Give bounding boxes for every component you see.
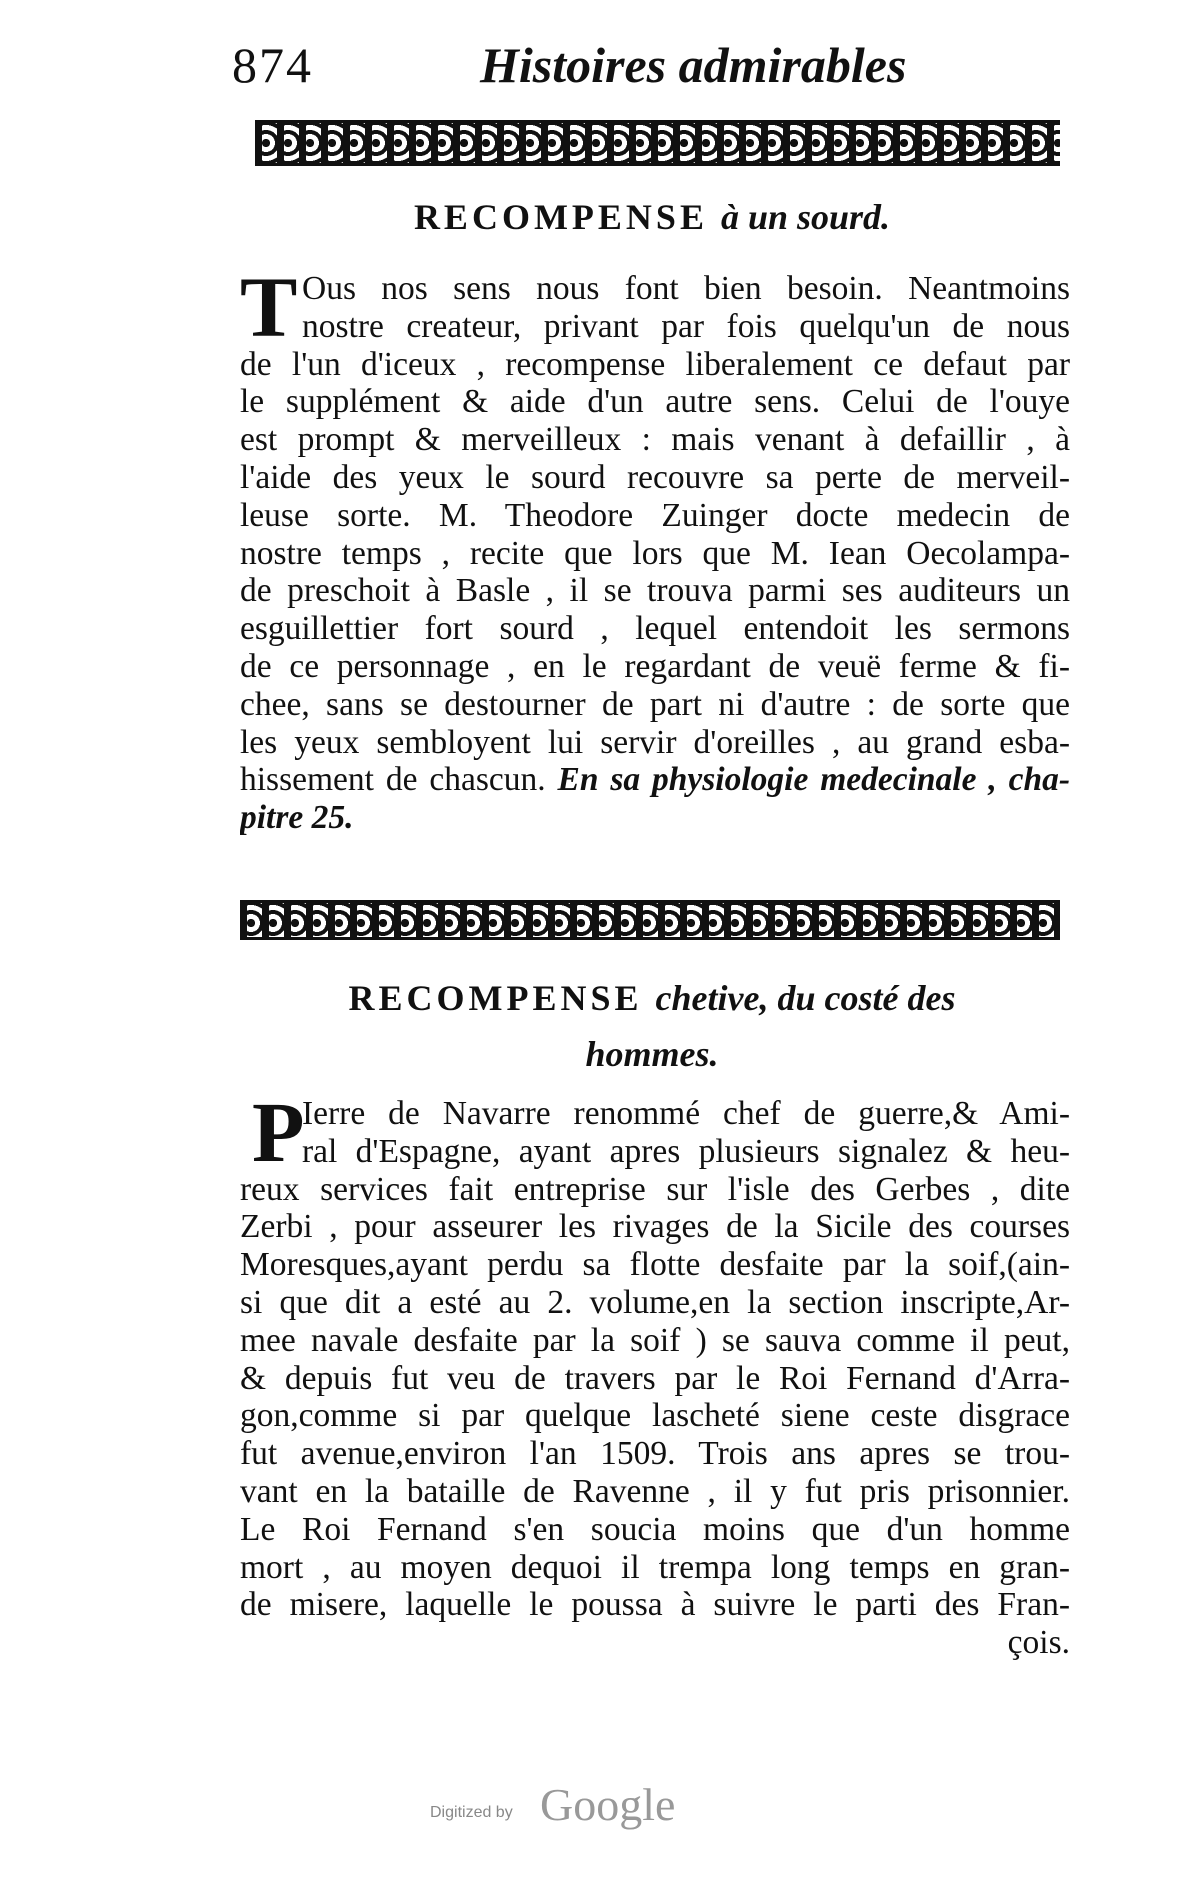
heading-italic: chetive, du costé des bbox=[655, 978, 956, 1018]
source-citation-end: pitre 25. bbox=[240, 799, 354, 837]
page-number: 874 bbox=[232, 37, 313, 93]
text-line: le supplément & aide d'un autre sens. Celui de l'ouye bbox=[240, 383, 1070, 421]
text-line: chee, sans se destourner de part ni d'autre : de sorte que bbox=[240, 685, 1070, 723]
text-line: esguillettier fort sourd , lequel entendoit les sermons bbox=[240, 610, 1070, 648]
text-line: ral d'Espagne, ayant apres plusieurs signalez & heu- bbox=[302, 1132, 1070, 1170]
paragraph-2 bbox=[240, 1084, 1070, 1662]
google-logo-text: Google bbox=[540, 1779, 676, 1830]
section-heading-2 bbox=[232, 970, 1072, 1082]
text-line: de misere, laquelle le poussa à suivre le parti des Fran- bbox=[240, 1586, 1070, 1624]
text-line bbox=[240, 761, 1070, 799]
text-line: mort , au moyen dequoi il trempa long temps en gran- bbox=[240, 1548, 1070, 1586]
drop-cap: T bbox=[240, 259, 298, 355]
text-line: Moresques,ayant perdu sa flotte desfaite par la soif,(ain- bbox=[240, 1246, 1070, 1284]
text-line: de l'un d'iceux , recompense liberalement ce defaut par bbox=[240, 345, 1070, 383]
text-line: l'aide des yeux le sourd recouvre sa perte de merveil- bbox=[240, 458, 1070, 496]
text-line: nostre temps , recite que lors que M. Iean Oecolampa- bbox=[240, 534, 1070, 572]
ornamental-band-middle bbox=[240, 900, 1060, 940]
page-header bbox=[232, 30, 1072, 100]
line-text: hissement de chascun. bbox=[240, 761, 546, 799]
heading-caps: RECOMPENSE bbox=[348, 978, 643, 1018]
heading-italic: à un sourd. bbox=[720, 197, 891, 237]
text-line: les yeux sembloyent lui servir d'oreilles , au grand esba- bbox=[240, 723, 1070, 761]
section-heading-1 bbox=[232, 196, 1072, 238]
text-line: mee navale desfaite par la soif ) se sauva comme il peut, bbox=[240, 1321, 1070, 1359]
digitization-watermark bbox=[430, 1778, 830, 1838]
text-line: de ce personnage , en le regardant de veuë ferme & fi- bbox=[240, 647, 1070, 685]
running-title: Histoires admirables bbox=[480, 37, 907, 93]
source-citation: En sa physiologie medecinale , cha- bbox=[557, 761, 1070, 799]
text-line: Ierre de Navarre renommé chef de guerre,& Ami- bbox=[302, 1095, 1070, 1132]
text-line: & depuis fut veu de travers par le Roi Fernand d'Arra- bbox=[240, 1359, 1070, 1397]
text-line: Ous nos sens nous font bien besoin. Neantmoins bbox=[302, 270, 1070, 307]
ornamental-band-top bbox=[255, 120, 1060, 166]
text-line: de preschoit à Basle , il se trouva parmi ses auditeurs un bbox=[240, 572, 1070, 610]
text-line: nostre createur, privant par fois quelqu'un de nous bbox=[302, 307, 1070, 345]
text-line: gon,comme si par quelque lascheté siene ceste disgrace bbox=[240, 1397, 1070, 1435]
text-line: est prompt & merveilleux : mais venant à defaillir , à bbox=[240, 421, 1070, 459]
heading-caps: RECOMPENSE bbox=[413, 197, 708, 237]
heading-italic-line2: hommes. bbox=[585, 1034, 719, 1074]
digitized-by-label: Digitized by bbox=[430, 1804, 513, 1821]
catchword: çois. bbox=[1007, 1624, 1070, 1662]
text-line: Le Roi Fernand s'en soucia moins que d'un homme bbox=[240, 1510, 1070, 1548]
text-line: vant en la bataille de Ravenne , il y fut pris prisonnier. bbox=[240, 1472, 1070, 1510]
drop-cap: P bbox=[252, 1084, 305, 1180]
text-line: leuse sorte. M. Theodore Zuinger docte medecin de bbox=[240, 496, 1070, 534]
text-line: fut avenue,environ l'an 1509. Trois ans apres se trou- bbox=[240, 1435, 1070, 1473]
paragraph-1 bbox=[240, 259, 1070, 837]
text-line: reux services fait entreprise sur l'isle des Gerbes , dite bbox=[240, 1170, 1070, 1208]
text-line: si que dit a esté au 2. volume,en la section inscripte,Ar- bbox=[240, 1283, 1070, 1321]
text-line: Zerbi , pour asseurer les rivages de la Sicile des courses bbox=[240, 1208, 1070, 1246]
